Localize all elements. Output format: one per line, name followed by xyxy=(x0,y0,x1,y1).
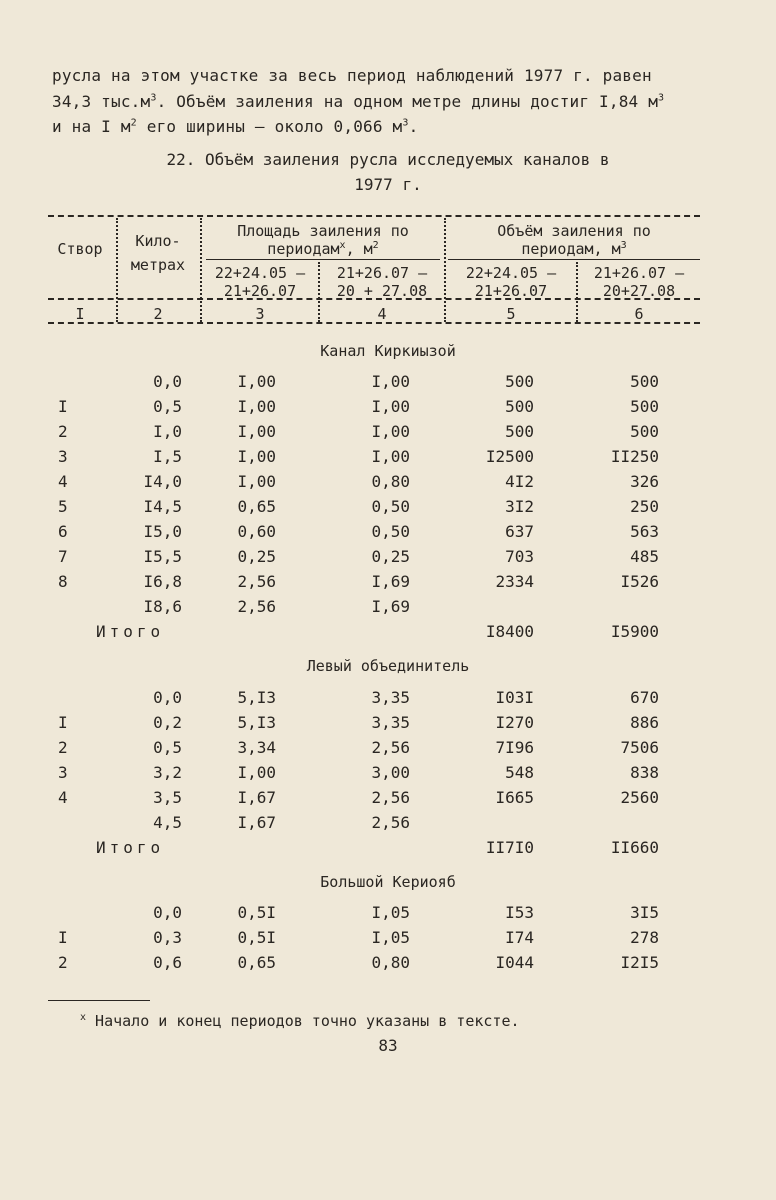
table-row: 5 I4,5 0,65 0,50 3I2 250 xyxy=(58,497,659,516)
table-row: 8 I6,8 2,56 I,69 2334 I526 xyxy=(58,572,659,591)
volume-header-rule xyxy=(448,259,700,260)
table-row: 3 I,5 I,00 I,00 I2500 II250 xyxy=(58,447,659,466)
table-row: 7 I5,5 0,25 0,25 703 485 xyxy=(58,547,659,566)
intro-line-3: и на I $м^2$ его ширины – около 0,066 $м^3$. xyxy=(52,117,419,136)
footnote: $^x$ Начало и конец периодов точно указаны в тексте. xyxy=(80,1012,520,1030)
section-title: Левый объединитель xyxy=(306,657,470,675)
section-title: Канал Киркиызой xyxy=(320,342,456,360)
intro-line-2: 34,3 $тыс.м^3$. Объём заиления на одном метре длины достиг I,84 $м^3$ xyxy=(52,92,665,111)
header-period-1-line-2: 21+26.07 xyxy=(223,282,297,300)
total-row: Итого I8400 I5900 xyxy=(96,622,659,641)
header-period-3-line-1: 22+24.05 – xyxy=(465,264,557,282)
table-row: 4 I4,0 I,00 0,80 4I2 326 xyxy=(58,472,659,491)
table-row: 2 0,5 3,34 2,56 7I96 7506 xyxy=(58,738,659,757)
table-row: I 0,5 I,00 I,00 500 500 xyxy=(58,397,659,416)
table-top-rule xyxy=(48,215,700,217)
table-row: I 0,3 0,5I I,05 I74 278 xyxy=(58,928,659,947)
column-number: 4 xyxy=(377,305,387,323)
intro-line-1: русла на этом участке за весь период наблюдений 1977 г. равен xyxy=(52,66,652,85)
header-area-title-line-2: периодам$^x$, $м^2$ xyxy=(267,240,379,258)
table-row: I 0,2 5,I3 3,35 I270 886 xyxy=(58,713,659,732)
table-row: 0,0 I,00 I,00 500 500 xyxy=(153,372,659,391)
header-area-title-line-1: Площадь заиления по xyxy=(237,222,409,240)
table-row: 0,0 5,I3 3,35 I03I 670 xyxy=(153,688,659,707)
column-number: 2 xyxy=(153,305,163,323)
table-row: 6 I5,0 0,60 0,50 637 563 xyxy=(58,522,659,541)
header-period-2-line-2: 20 + 27.08 xyxy=(336,282,428,300)
column-number: 3 xyxy=(255,305,265,323)
header-volume-title-line-1: Объём заиления по xyxy=(497,222,651,240)
table-row: 0,0 0,5I I,05 I53 3I5 xyxy=(153,903,659,922)
table-row: I8,6 2,56 I,69 xyxy=(143,597,410,616)
header-km-line-2: метрах xyxy=(130,256,186,274)
column-number: 6 xyxy=(634,305,644,323)
section-title: Большой Кериояб xyxy=(320,873,456,891)
header-period-2-line-1: 21+26.07 – xyxy=(336,264,428,282)
page-number: 83 xyxy=(378,1036,398,1055)
table-caption-line-1: 22. Объём заиления русла исследуемых каналов в xyxy=(166,150,610,169)
table-row: 4,5 I,67 2,56 xyxy=(153,813,410,832)
footnote-rule xyxy=(48,1000,150,1001)
table-row: 2 I,0 I,00 I,00 500 500 xyxy=(58,422,659,441)
area-header-rule xyxy=(206,259,440,260)
header-period-1-line-1: 22+24.05 – xyxy=(214,264,306,282)
header-period-3-line-2: 21+26.07 xyxy=(474,282,548,300)
table-row: 4 3,5 I,67 2,56 I665 2560 xyxy=(58,788,659,807)
table-row: 2 0,6 0,65 0,80 I044 I2I5 xyxy=(58,953,659,972)
table-row: 3 3,2 I,00 3,00 548 838 xyxy=(58,763,659,782)
header-stvor: Створ xyxy=(57,240,103,258)
total-row: Итого II7I0 II660 xyxy=(96,838,659,857)
header-km-line-1: Кило- xyxy=(135,232,181,250)
header-volume-title-line-2: периодам, $м^3$ xyxy=(521,240,627,258)
header-period-4-line-1: 21+26.07 – xyxy=(593,264,685,282)
column-number: 5 xyxy=(506,305,516,323)
table-caption-line-2: 1977 г. xyxy=(354,175,422,194)
header-period-4-line-2: 20+27.08 xyxy=(602,282,676,300)
column-number: I xyxy=(75,305,85,323)
